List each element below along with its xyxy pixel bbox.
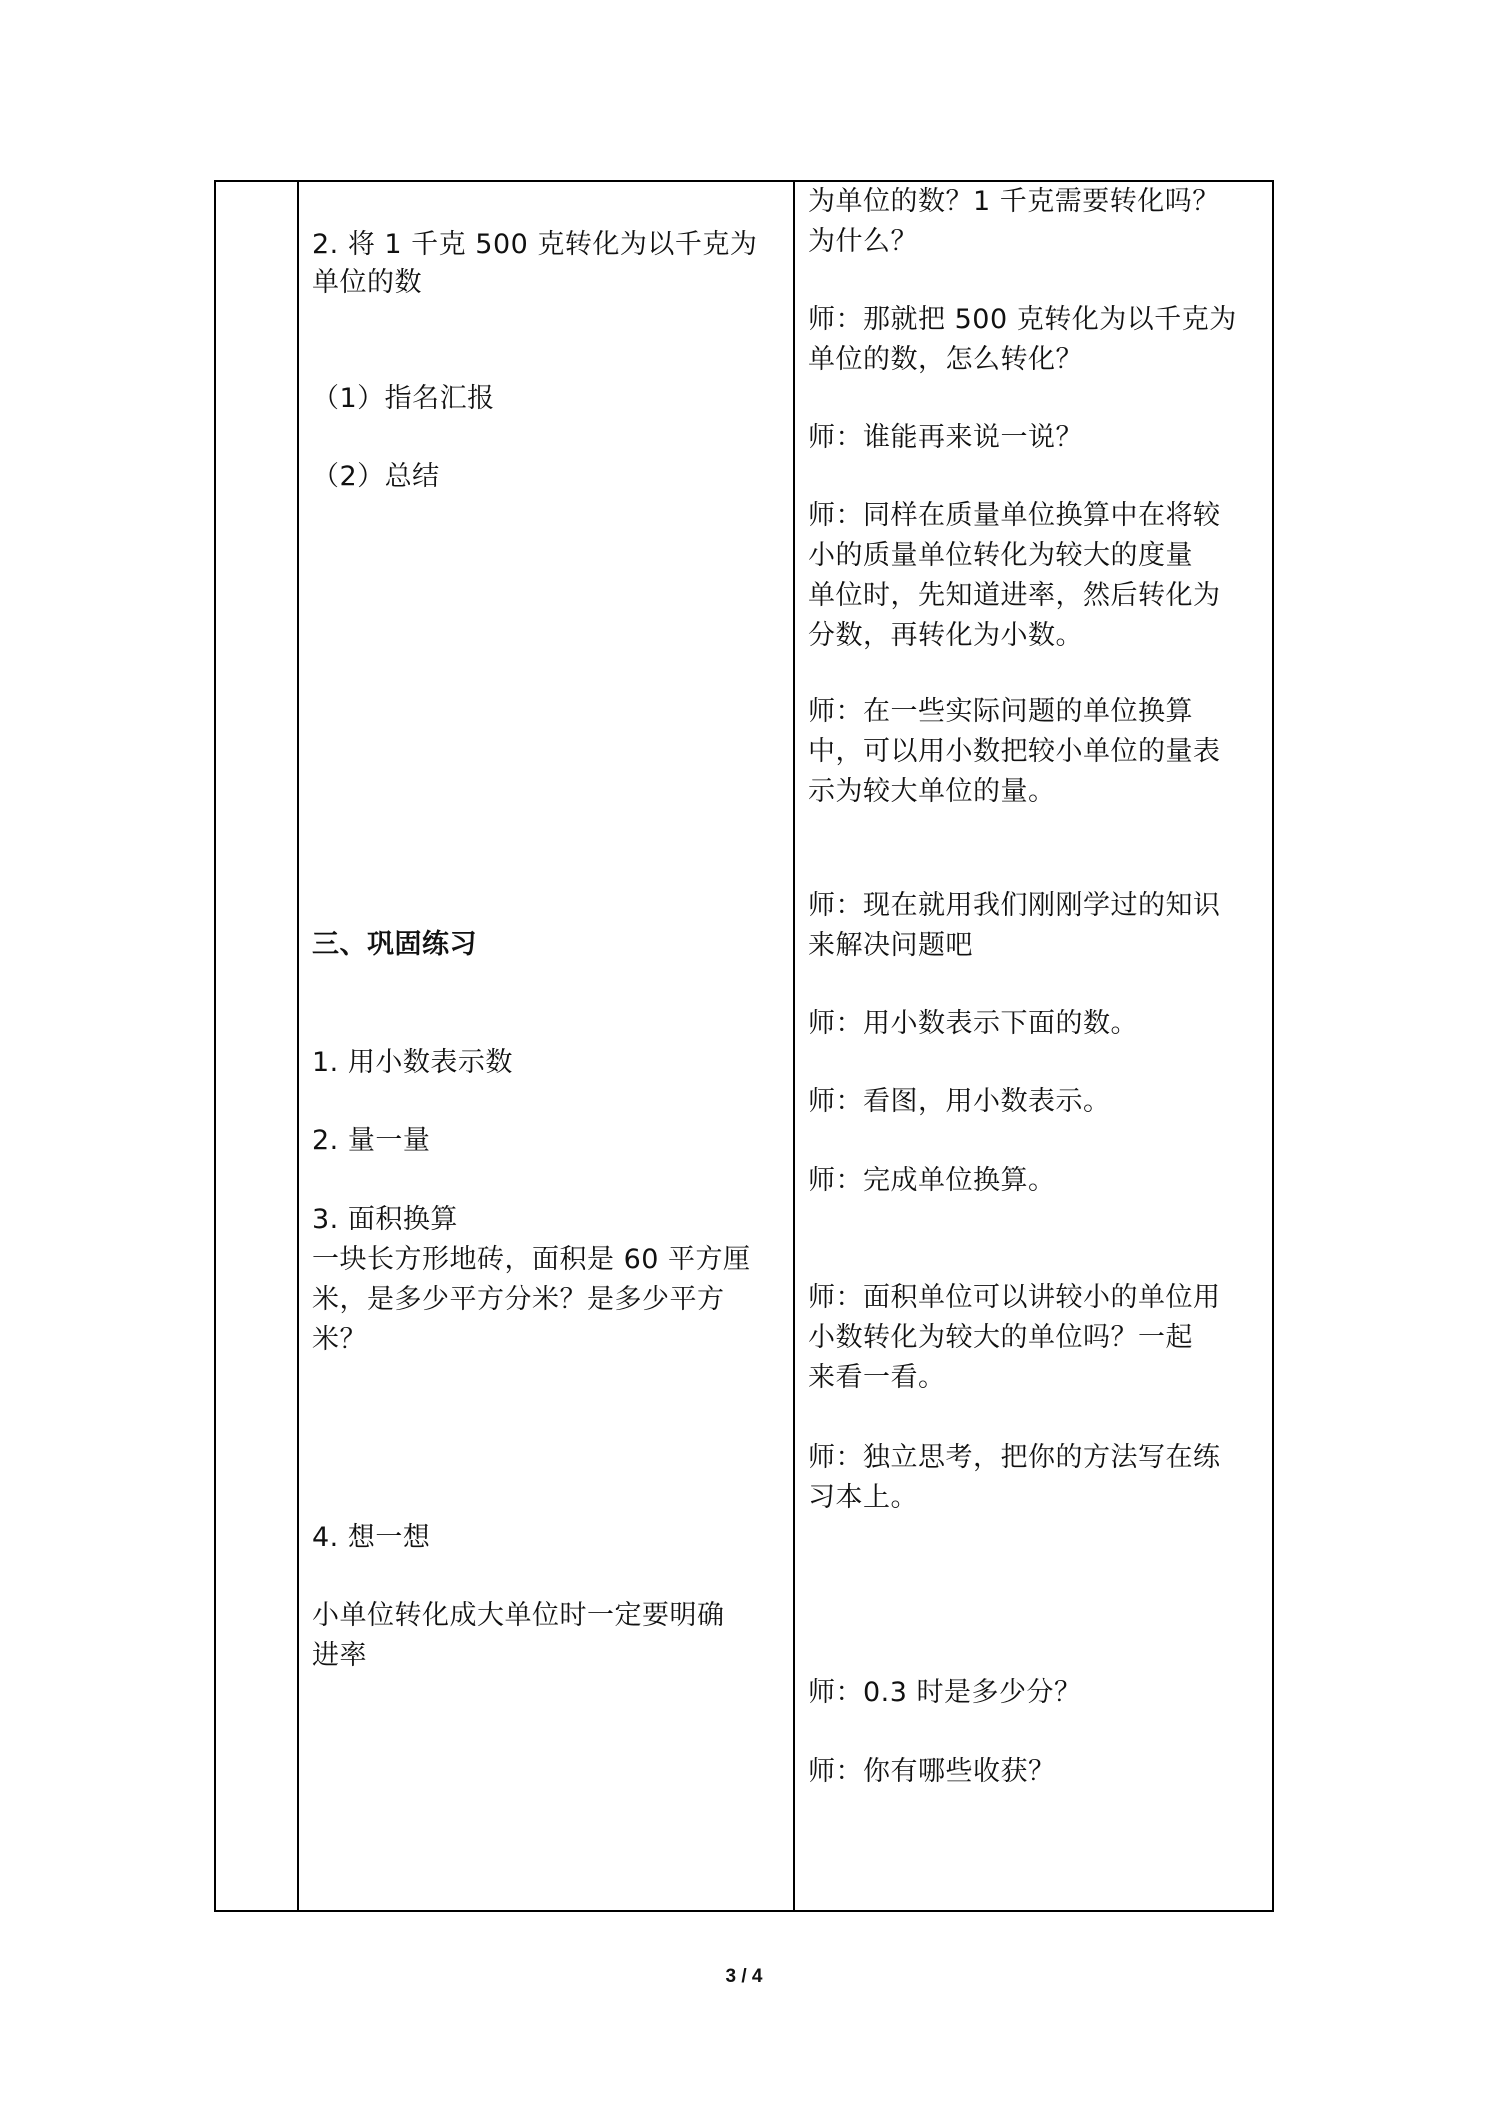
section-heading: 三、巩固练习 xyxy=(312,929,477,960)
exercise-3-title: 3. 面积换算 xyxy=(312,1204,458,1235)
item-2-line2: 单位的数 xyxy=(312,267,422,298)
teacher-paragraph-6: 师：现在就用我们刚刚学过的知识 来解决问题吧 xyxy=(808,890,1221,961)
exercise-4-body: 小单位转化成大单位时一定要明确 进率 xyxy=(312,1600,725,1671)
teacher-paragraph-5: 师：在一些实际问题的单位换算 中，可以用小数把较小单位的量表 示为较大单位的量。 xyxy=(808,696,1221,807)
column-divider-left xyxy=(297,180,299,1912)
page-number: 3 / 4 xyxy=(725,1966,763,1987)
teacher-paragraph-12: 师：0.3 时是多少分？ xyxy=(808,1677,1082,1708)
teacher-paragraph-13: 师：你有哪些收获？ xyxy=(808,1756,1056,1787)
teacher-paragraph-11: 师：独立思考，把你的方法写在练 习本上。 xyxy=(808,1442,1221,1513)
teacher-paragraph-3: 师：谁能再来说一说？ xyxy=(808,422,1083,453)
teacher-paragraph-10: 师：面积单位可以讲较小的单位用 小数转化为较大的单位吗？一起 来看一看。 xyxy=(808,1282,1221,1393)
column-divider-right xyxy=(793,180,795,1912)
teacher-paragraph-8: 师：看图，用小数表示。 xyxy=(808,1086,1111,1117)
teacher-paragraph-9: 师：完成单位换算。 xyxy=(808,1165,1056,1196)
exercise-4-title: 4. 想一想 xyxy=(312,1522,431,1553)
teacher-paragraph-1: 为单位的数？1 千克需要转化吗？ 为什么？ xyxy=(808,186,1220,257)
teacher-paragraph-4: 师：同样在质量单位换算中在将较 小的质量单位转化为较大的度量 单位时，先知道进率，然后转化为 分数，再转化为小数。 xyxy=(808,500,1221,651)
item-2-line1: 2. 将 1 千克 500 克转化为以千克为 xyxy=(312,229,758,260)
exercise-2: 2. 量一量 xyxy=(312,1125,431,1156)
exercise-3-body: 一块长方形地砖，面积是 60 平方厘 米，是多少平方分米？是多少平方 米？ xyxy=(312,1244,751,1355)
sub-step-1: （1）指名汇报 xyxy=(312,383,495,414)
sub-step-2: （2）总结 xyxy=(312,461,440,492)
teacher-paragraph-7: 师：用小数表示下面的数。 xyxy=(808,1008,1138,1039)
exercise-1: 1. 用小数表示数 xyxy=(312,1047,513,1078)
teacher-paragraph-2: 师：那就把 500 克转化为以千克为 单位的数，怎么转化？ xyxy=(808,304,1237,375)
